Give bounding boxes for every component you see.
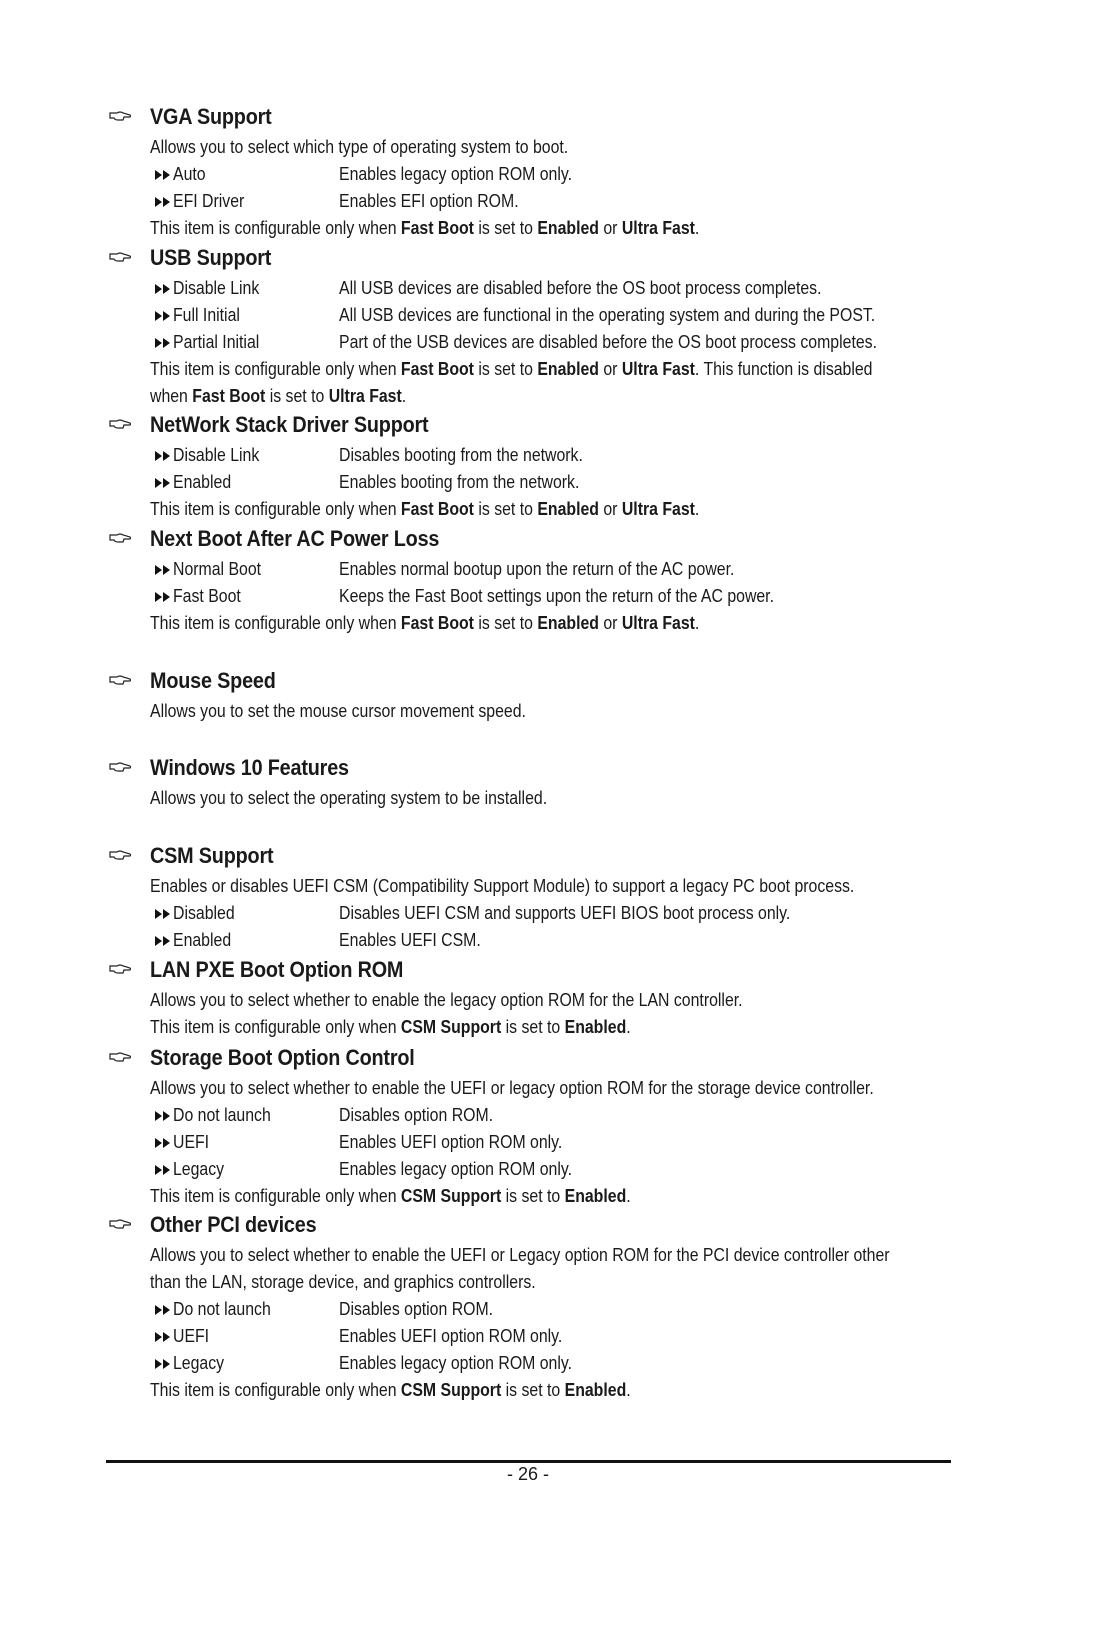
note-text: . This function is disabled: [694, 359, 873, 379]
note-line: [150, 356, 906, 383]
note-text: is set to: [473, 359, 538, 379]
note-line: [150, 1014, 906, 1041]
note-bold: Ultra Fast: [621, 613, 695, 633]
note-line: [150, 383, 906, 410]
section-title: VGA Support: [150, 104, 272, 129]
option-description: Part of the USB devices are disabled before the OS boot process completes.: [339, 332, 877, 352]
option-description: Enables normal bootup upon the return of the AC power.: [339, 559, 735, 579]
double-arrow-icon: [154, 1359, 172, 1369]
description-line: than the LAN, storage device, and graphics controllers.: [150, 1272, 536, 1292]
section-header: [109, 755, 1009, 785]
option-row: [150, 583, 1009, 610]
option-row: [150, 329, 1009, 356]
option-description: Enables UEFI option ROM only.: [339, 1326, 563, 1346]
note-bold: Enabled: [537, 499, 599, 519]
section-title: Mouse Speed: [150, 668, 276, 693]
note-text: This item is configurable only when: [150, 1017, 401, 1037]
double-arrow-icon: [154, 909, 172, 919]
section-header: [109, 412, 1009, 442]
option-row: [150, 161, 1009, 188]
option-description: Enables legacy option ROM only.: [339, 1159, 573, 1179]
section-title: USB Support: [150, 245, 272, 270]
option-row: [150, 1323, 1009, 1350]
note-text: or: [598, 218, 622, 238]
note-line: [150, 1377, 906, 1404]
option-description: Keeps the Fast Boot settings upon the return of the AC power.: [339, 586, 774, 606]
double-arrow-icon: [154, 1332, 172, 1342]
note-text: This item is configurable only when: [150, 1186, 401, 1206]
note-bold: CSM Support: [400, 1380, 502, 1400]
note-text: is set to: [501, 1380, 565, 1400]
description-line: Allows you to select which type of operating system to boot.: [150, 137, 569, 157]
pointing-hand-icon: [109, 418, 131, 430]
section-mouse-speed: [109, 668, 1009, 725]
double-arrow-icon: [154, 592, 172, 602]
option-description: Disables option ROM.: [339, 1105, 494, 1125]
description-line: Allows you to select whether to enable the UEFI or legacy option ROM for the storage device controller.: [150, 1078, 874, 1098]
option-name: EFI Driver: [173, 191, 245, 211]
option-row: [150, 1129, 1009, 1156]
option-description: All USB devices are disabled before the OS boot process completes.: [339, 278, 822, 298]
double-arrow-icon: [154, 478, 172, 488]
double-arrow-icon: [154, 1111, 172, 1121]
option-description: All USB devices are functional in the operating system and during the POST.: [339, 305, 876, 325]
note-text: or: [598, 359, 622, 379]
option-description: Enables UEFI option ROM only.: [339, 1132, 563, 1152]
option-row: [150, 275, 1009, 302]
note-bold: Ultra Fast: [328, 386, 402, 406]
double-arrow-icon: [154, 338, 172, 348]
option-description: Disables booting from the network.: [339, 445, 583, 465]
note-bold: Ultra Fast: [621, 499, 695, 519]
option-name: UEFI: [173, 1132, 210, 1152]
option-description: Enables booting from the network.: [339, 472, 580, 492]
option-description: Enables legacy option ROM only.: [339, 164, 573, 184]
note-text: .: [626, 1186, 631, 1206]
note-text: is set to: [473, 218, 538, 238]
option-name: Disable Link: [173, 445, 260, 465]
option-name: Full Initial: [173, 305, 240, 325]
option-description: Disables option ROM.: [339, 1299, 494, 1319]
note-text: or: [598, 499, 622, 519]
note-bold: Ultra Fast: [621, 359, 695, 379]
option-name: Legacy: [173, 1159, 225, 1179]
double-arrow-icon: [154, 284, 172, 294]
double-arrow-icon: [154, 936, 172, 946]
note-bold: Fast Boot: [192, 386, 266, 406]
section-header: [109, 104, 1009, 134]
note-line: [150, 610, 906, 637]
pointing-hand-icon: [109, 963, 131, 975]
note-text: is set to: [473, 613, 538, 633]
section-vga-support: [109, 104, 1009, 242]
option-name: Auto: [173, 164, 206, 184]
option-row: [150, 1102, 1009, 1129]
section-header: [109, 245, 1009, 275]
option-description: Enables legacy option ROM only.: [339, 1353, 573, 1373]
note-text: is set to: [501, 1186, 565, 1206]
note-text: .: [626, 1380, 631, 1400]
section-network-stack: [109, 412, 1009, 523]
option-name: Fast Boot: [173, 586, 241, 606]
section-header: [109, 957, 1009, 987]
note-bold: Enabled: [564, 1186, 627, 1206]
page-number: - 26 -: [506, 1464, 549, 1484]
note-bold: Enabled: [537, 613, 599, 633]
pointing-hand-icon: [109, 1051, 131, 1063]
option-row: [150, 188, 1009, 215]
note-text: This item is configurable only when: [150, 218, 401, 238]
option-row: [150, 927, 1009, 954]
section-windows-10-features: [109, 755, 1009, 812]
section-header: [109, 1045, 1009, 1075]
option-row: [150, 442, 1009, 469]
section-title: CSM Support: [150, 843, 274, 868]
option-name: UEFI: [173, 1326, 210, 1346]
note-bold: Ultra Fast: [621, 218, 695, 238]
note-bold: Fast Boot: [400, 499, 474, 519]
option-row: [150, 302, 1009, 329]
option-row: [150, 1350, 1009, 1377]
note-text: This item is configurable only when: [150, 499, 401, 519]
option-row: [150, 469, 1009, 496]
option-name: Enabled: [173, 930, 232, 950]
option-name: Disable Link: [173, 278, 260, 298]
note-text: This item is configurable only when: [150, 1380, 401, 1400]
section-title: NetWork Stack Driver Support: [150, 412, 429, 437]
double-arrow-icon: [154, 565, 172, 575]
section-lan-pxe-boot: [109, 957, 1009, 1041]
section-header: [109, 1212, 1009, 1242]
note-text: .: [626, 1017, 631, 1037]
note-bold: Fast Boot: [400, 613, 474, 633]
note-bold: CSM Support: [400, 1017, 502, 1037]
section-header: [109, 668, 1009, 698]
footer-divider: [106, 1460, 951, 1463]
description-line: Allows you to select the operating system to be installed.: [150, 788, 548, 808]
description-line: Allows you to select whether to enable the legacy option ROM for the LAN controller.: [150, 990, 743, 1010]
note-text: This item is configurable only when: [150, 613, 401, 633]
note-bold: Fast Boot: [400, 218, 474, 238]
section-title: LAN PXE Boot Option ROM: [150, 957, 404, 982]
double-arrow-icon: [154, 1138, 172, 1148]
option-description: Enables EFI option ROM.: [339, 191, 519, 211]
note-text: or: [598, 613, 622, 633]
pointing-hand-icon: [109, 110, 131, 122]
pointing-hand-icon: [109, 532, 131, 544]
section-usb-support: [109, 245, 1009, 410]
section-title: Next Boot After AC Power Loss: [150, 526, 440, 551]
pointing-hand-icon: [109, 761, 131, 773]
description-line: Allows you to set the mouse cursor movement speed.: [150, 701, 526, 721]
note-bold: Enabled: [564, 1017, 627, 1037]
section-header: [109, 526, 1009, 556]
section-title: Other PCI devices: [150, 1212, 317, 1237]
note-bold: Enabled: [537, 218, 599, 238]
option-name: Do not launch: [173, 1299, 271, 1319]
section-title: Storage Boot Option Control: [150, 1045, 415, 1070]
pointing-hand-icon: [109, 674, 131, 686]
note-text: is set to: [473, 499, 538, 519]
option-row: [150, 1296, 1009, 1323]
double-arrow-icon: [154, 1305, 172, 1315]
note-text: .: [694, 613, 700, 633]
note-text: when: [150, 386, 193, 406]
note-bold: Enabled: [537, 359, 599, 379]
option-row: [150, 556, 1009, 583]
description-line: Allows you to select whether to enable the UEFI or Legacy option ROM for the PCI device controller other: [150, 1245, 890, 1265]
option-name: Normal Boot: [173, 559, 262, 579]
note-text: .: [694, 218, 700, 238]
option-description: Disables UEFI CSM and supports UEFI BIOS boot process only.: [339, 903, 791, 923]
pointing-hand-icon: [109, 849, 131, 861]
note-text: is set to: [265, 386, 329, 406]
note-text: .: [401, 386, 407, 406]
section-next-boot-ac-loss: [109, 526, 1009, 637]
pointing-hand-icon: [109, 251, 131, 263]
section-title: Windows 10 Features: [150, 755, 349, 780]
option-name: Disabled: [173, 903, 235, 923]
section-header: [109, 843, 1009, 873]
note-text: .: [694, 499, 700, 519]
double-arrow-icon: [154, 451, 172, 461]
note-bold: Enabled: [564, 1380, 627, 1400]
section-other-pci-devices: [109, 1212, 1009, 1404]
note-line: [150, 1183, 906, 1210]
double-arrow-icon: [154, 197, 172, 207]
note-line: [150, 215, 906, 242]
option-row: [150, 900, 1009, 927]
section-storage-boot-option: [109, 1045, 1009, 1210]
option-name: Partial Initial: [173, 332, 260, 352]
double-arrow-icon: [154, 311, 172, 321]
note-bold: Fast Boot: [400, 359, 474, 379]
section-csm-support: [109, 843, 1009, 954]
option-name: Do not launch: [173, 1105, 271, 1125]
note-line: [150, 496, 906, 523]
note-text: This item is configurable only when: [150, 359, 401, 379]
option-row: [150, 1156, 1009, 1183]
note-bold: CSM Support: [400, 1186, 502, 1206]
description-line: Enables or disables UEFI CSM (Compatibility Support Module) to support a legacy PC boot process.: [150, 876, 855, 896]
double-arrow-icon: [154, 170, 172, 180]
option-description: Enables UEFI CSM.: [339, 930, 481, 950]
pointing-hand-icon: [109, 1218, 131, 1230]
option-name: Enabled: [173, 472, 232, 492]
double-arrow-icon: [154, 1165, 172, 1175]
option-name: Legacy: [173, 1353, 225, 1373]
note-text: is set to: [501, 1017, 565, 1037]
